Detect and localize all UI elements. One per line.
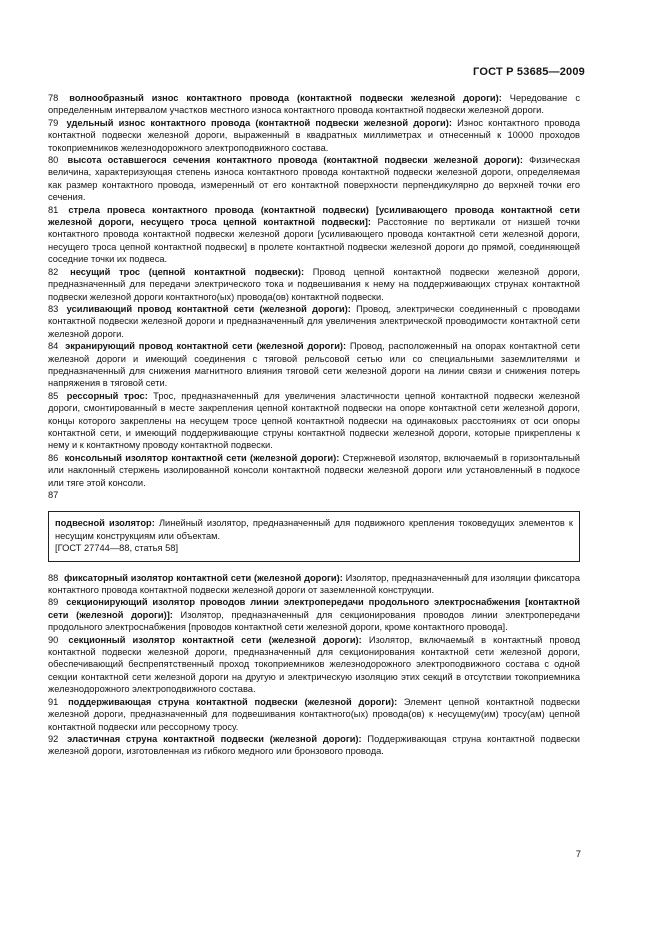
quoted-definition <box>55 517 573 542</box>
quoted-definition-text: Линейный изолятор, предназначенный для подвижного крепления токоведущих элементов к несущим конструкциям или объектам. <box>55 518 573 541</box>
entry-number: 91 <box>48 696 59 707</box>
entry-term: эластичная струна контактной подвески (железной дороги): <box>67 733 362 744</box>
entry-term: усиливающий провод контактной сети (железной дороги): <box>66 303 351 314</box>
term-entry-82 <box>48 266 580 303</box>
entry-term: волнообразный износ контактного провода (контактной подвески железной дороги): <box>69 93 502 103</box>
entry-number: 85 <box>48 390 59 401</box>
quoted-reference: [ГОСТ 27744—88, статья 58] <box>55 543 179 554</box>
quoted-term: подвесной изолятор: <box>55 518 155 529</box>
term-entry-84 <box>48 340 580 390</box>
entry-definition: Провод, расположенный на опорах контактной сети железной дороги и имеющий соединения с тяговой рельсовой сетью или со специальными заземлителями и предназначенный для снижения магнитного влияния тяговой сети железной дороги на линии связи и снижения потерь напряжения в тяговой сети. <box>48 341 580 389</box>
document-header: ГОСТ Р 53685—2009 <box>473 66 585 78</box>
term-entry-91 <box>48 696 580 733</box>
entry-number: 86 <box>48 452 59 463</box>
entry-number: 90 <box>48 634 59 645</box>
entry-definition: Стержневой изолятор, включаемый в горизонтальный или наклонный стержень изолированной консоли контактной подвески железной дороги или установленный в подкосе или тяге этой консоли. <box>48 452 580 488</box>
entry-term: несущий трос (цепной контактной подвески): <box>70 266 305 277</box>
term-entry-87 <box>48 489 580 501</box>
entry-definition: Провод, электрически соединенный с проводами контактной подвески железной дороги и предназначенный для увеличения электрической проводимости контактной сети железной дороги. <box>48 303 580 339</box>
entry-definition: Изолятор, предназначенный для секционирования проводов линии электропередачи продольного электроснабжения [проводов контактной сети железной дороги, кроме контактного провода]. <box>48 609 580 633</box>
entry-term: экранирующий провод контактной сети (железной дороги): <box>65 341 347 352</box>
page-number: 7 <box>575 849 581 860</box>
entry-term: секционирующий изолятор проводов линии электропередачи продольного электроснабжения [контактной сети (железной дороги)]: <box>48 597 580 620</box>
entry-definition: Физическая величина, характеризующая степень износа контактного провода контактной подвески железной дороги, определяемая как размер контактного провода, измеренный от его контактной поверхности перпендикулярно до верхней точки его сечения. <box>48 155 580 203</box>
entry-number: 87 <box>48 490 59 500</box>
term-entry-83 <box>48 303 580 340</box>
entry-definition: Изолятор, предназначенный для изоляции фиксатора контактного провода контактной подвески железной дороги от заземленной конструкции. <box>48 572 580 596</box>
entry-number: 92 <box>48 733 59 744</box>
quoted-definition-box <box>48 511 580 561</box>
term-entry-78 <box>48 92 580 117</box>
entry-term: рессорный трос: <box>66 390 148 401</box>
entry-definition: Провод цепной контактной подвески железной дороги, предназначенный для передачи электрического тока и подвешивания к нему на поддерживающих струнах контактной подвески железной дороги контактного(ых) провода(ов) контактной подвески. <box>48 266 580 302</box>
entry-number: 82 <box>48 266 59 277</box>
term-entry-81 <box>48 204 580 266</box>
term-entry-92 <box>48 733 580 758</box>
entry-term: удельный износ контактного провода (контактной подвески железной дороги): <box>66 117 452 128</box>
entry-definition: Элемент цепной контактной подвески железной дороги, предназначенный для подвешивания контактного(ых) провода(ов) к несущему(им) тросу(ам) цепной контактной подвески или рессорному тросу. <box>48 696 580 732</box>
entry-definition: Трос, предназначенный для увеличения эластичности цепной контактной подвески железной дороги, смонтированный в месте закрепления цепной контактной подвески на опоре контактной сети железной дороги, концы которого закреплены на несущем тросе цепной контактной подвески на одинаковых расстояниях от оси опоры контактной сети, и имеющий поддерживающие струны контактной подвески железной дороги, которые прикреплены к нему и к контактному проводу контактной подвески. <box>48 390 580 451</box>
term-entry-79 <box>48 117 580 154</box>
entry-number: 88 <box>48 572 59 583</box>
entry-number: 84 <box>48 341 59 352</box>
term-entry-86 <box>48 452 580 489</box>
term-entry-88 <box>48 572 580 597</box>
entry-definition: Расстояние по вертикали от низшей точки контактного провода контактной подвески железной дороги [усиливающего провода контактной сети железной дороги, несущего троса цепной контактной подвески] в пролете контактной подвески железной дороги до прямой, соединяющей соседние точки их подвеса. <box>48 217 580 265</box>
entry-number: 81 <box>48 204 59 215</box>
term-entry-80 <box>48 154 580 204</box>
term-entry-85 <box>48 390 580 452</box>
entry-definition: Износ контактного провода контактной подвески железной дороги, выраженный в квадратных миллиметрах и отнесенный к 10000 проходов токоприемников железнодорожного электроподвижного состава. <box>48 117 580 153</box>
entry-definition: Чередование с определенным интервалом участков местного износа контактного провода контактной подвески железной дороги. <box>48 93 581 116</box>
entries-top <box>48 92 580 501</box>
entry-term: консольный изолятор контактной сети (железной дороги): <box>64 452 340 463</box>
entry-number: 89 <box>48 597 59 608</box>
entry-definition: Поддерживающая струна контактной подвески железной дороги, изготовленная из гибкого медного или бронзового провода. <box>48 733 580 757</box>
entry-term: фиксаторный изолятор контактной сети (железной дороги): <box>64 572 343 583</box>
entry-definition: Изолятор, включаемый в контактный провод контактной подвески железной дороги, предназначенный для секционирования контактной сети железной дороги, обеспечивающий беспрепятственный проход токоприемников железнодорожного электроподвижного состава с одной секции контактной сети железной дороги на другую и электрическую изоляцию этих секций в отсутствии токоприемника железнодорожного электроподвижного состава. <box>48 634 580 695</box>
entry-term: поддерживающая струна контактной подвески (железной дороги): <box>68 696 398 707</box>
entry-number: 80 <box>48 155 59 166</box>
document-body <box>48 92 580 758</box>
term-entry-89 <box>48 596 580 633</box>
entry-number: 78 <box>48 93 59 103</box>
entry-term: секционный изолятор контактной сети (железной дороги): <box>68 634 362 645</box>
entries-bottom <box>48 572 580 758</box>
entry-number: 83 <box>48 303 59 314</box>
entry-number: 79 <box>48 117 59 128</box>
entry-term: высота оставшегося сечения контактного провода (контактной подвески железной дороги): <box>67 155 523 166</box>
entry-term: стрела провеса контактного провода (контактной подвески) [усиливающего провода контактной сети железной дороги, несущего троса цепной контактной подвески]: <box>48 204 580 228</box>
term-entry-90 <box>48 634 580 696</box>
